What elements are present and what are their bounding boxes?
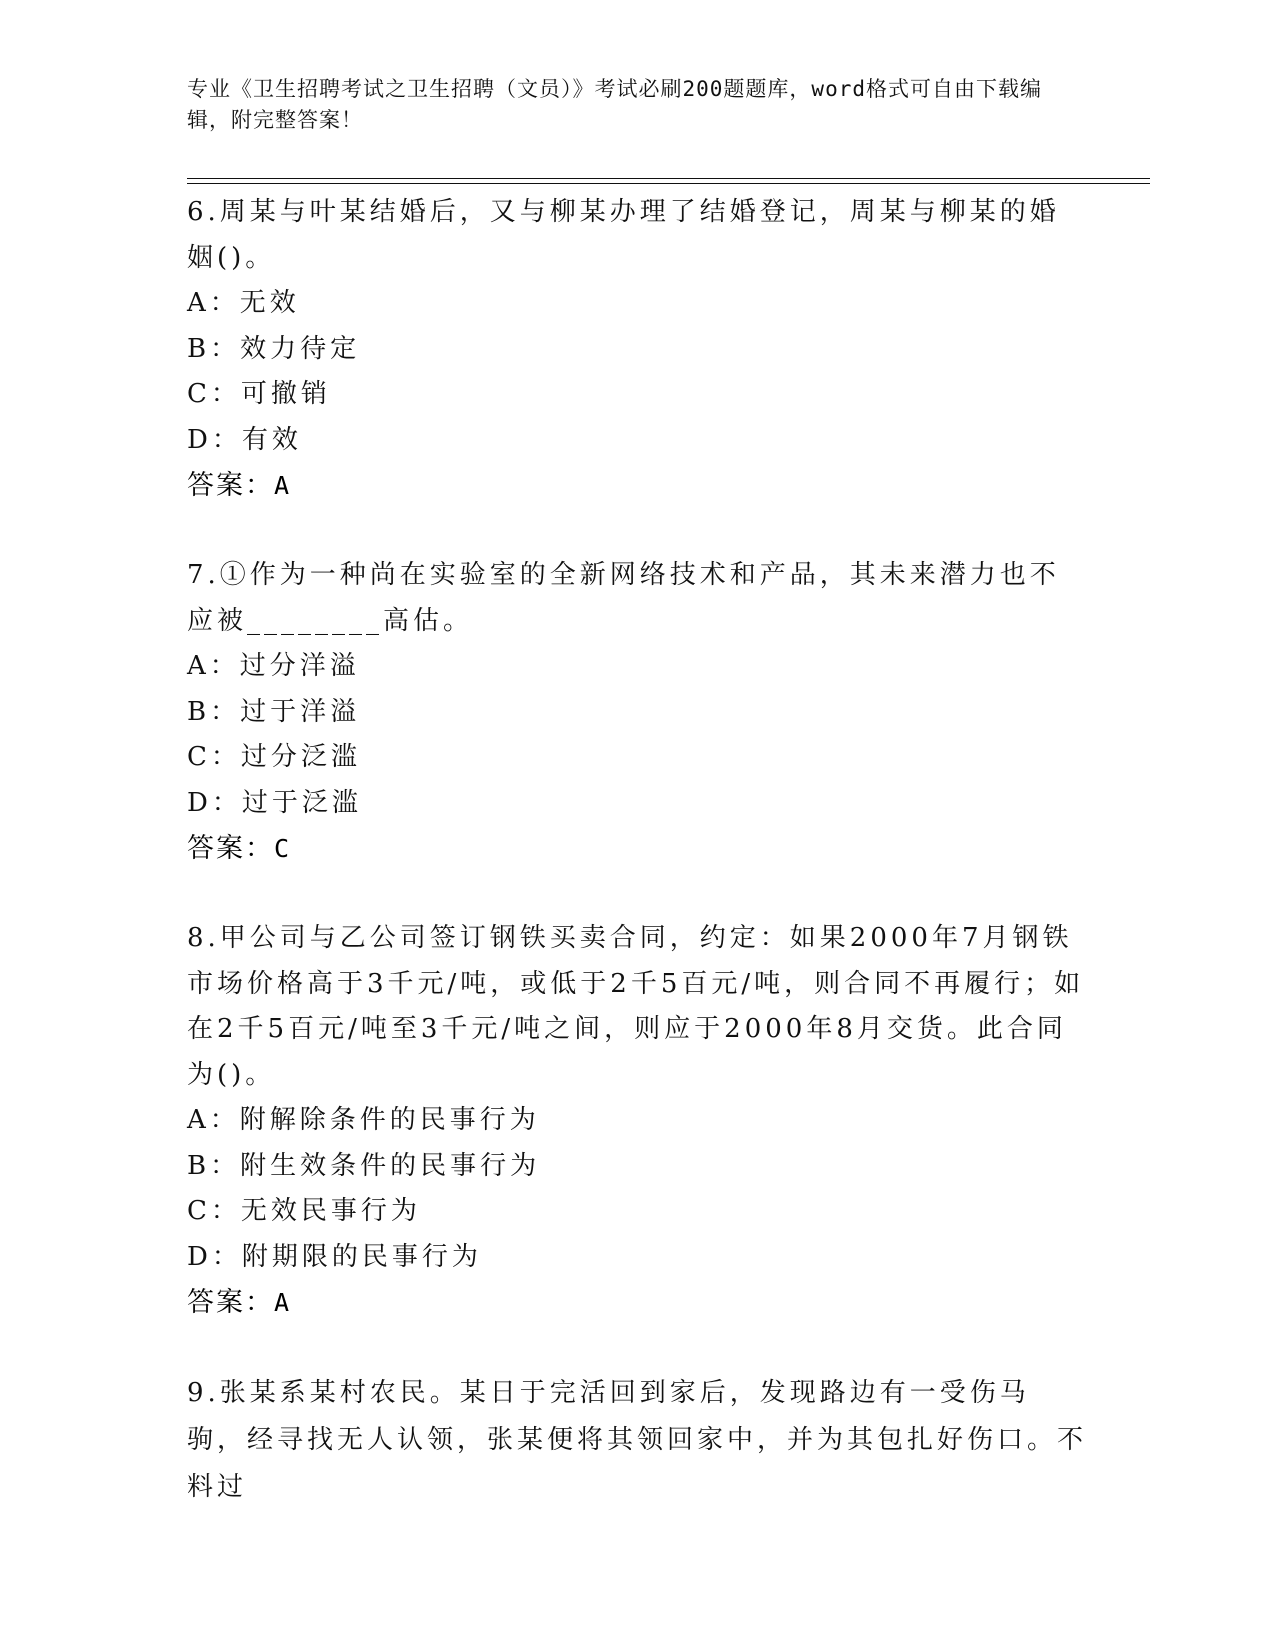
option-a: A：附解除条件的民事行为 (187, 1105, 540, 1135)
answer-value: A (274, 1288, 292, 1317)
question-7 (187, 553, 1087, 871)
option-b: B：效力待定 (187, 333, 361, 364)
answer-line (187, 463, 1087, 508)
option-c: C：可撤销 (187, 379, 331, 409)
option-b: B：附生效条件的民事行为 (187, 1150, 541, 1181)
answer-label: 答案： (187, 833, 274, 864)
question-stem: 7.①作为一种尚在实验室的全新网络技术和产品，其未来潜力也不应被________高估。 (187, 560, 1060, 636)
option-a: A：无效 (187, 288, 300, 318)
answer-line (187, 1280, 1087, 1325)
answer-value: A (274, 471, 292, 500)
answer-label: 答案： (187, 1287, 274, 1318)
option-b: B：过于洋溢 (187, 696, 361, 727)
option-d: D：过于泛滥 (187, 787, 362, 818)
question-list (187, 190, 1087, 1511)
header-divider (187, 178, 1150, 179)
question-stem: 8.甲公司与乙公司签订钢铁买卖合同，约定：如果2000年7月钢铁市场价格高于3千元/吨，或低于2千5百元/吨，则合同不再履行；如在2千5百元/吨至3千元/吨之间，则应于2000年8月交货。此合同为()。 (187, 923, 1085, 1090)
option-a: A：过分洋溢 (187, 651, 360, 681)
answer-line (187, 826, 1087, 871)
question-6 (187, 190, 1087, 508)
option-d: D：附期限的民事行为 (187, 1241, 482, 1272)
question-8 (187, 916, 1087, 1325)
question-9 (187, 1370, 1087, 1511)
answer-label: 答案： (187, 470, 274, 501)
option-d: D：有效 (187, 424, 302, 455)
option-c: C：过分泛滥 (187, 742, 361, 772)
document-header: 专业《卫生招聘考试之卫生招聘（文员）》考试必刷200题题库，word格式可自由下载编辑，附完整答案！ (187, 77, 1042, 132)
question-stem: 9.张某系某村农民。某日于完活回到家后，发现路边有一受伤马驹，经寻找无人认领，张某便将其领回家中，并为其包扎好伤口。不料过 (187, 1378, 1088, 1502)
option-c: C：无效民事行为 (187, 1196, 421, 1226)
question-stem: 6.周某与叶某结婚后，又与柳某办理了结婚登记，周某与柳某的婚姻()。 (187, 197, 1060, 273)
header-divider (187, 183, 1150, 184)
answer-value: C (274, 834, 292, 863)
